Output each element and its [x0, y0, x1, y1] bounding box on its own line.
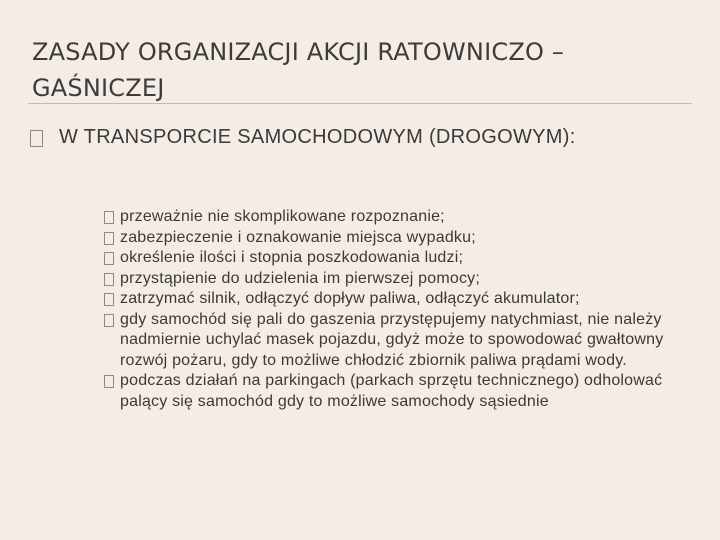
- bullet-box-icon: [30, 130, 43, 147]
- list-item: [104, 207, 704, 228]
- list-item-text: gdy samochód się pali do gaszenia przystępujemy natychmiast, nie należy nadmiernie uchylać masek pojazdu, gdyż może to spowodować gwałtowny rozwój pożaru, gdy to możliwe chłodzić zbiornik paliwa prądami wody.: [120, 310, 664, 369]
- bullet-box-icon: [104, 293, 114, 306]
- list-item-text: przystąpienie do udzielenia im pierwszej pomocy;: [120, 269, 480, 287]
- bullet-box-icon: [104, 232, 114, 245]
- list-item-text: zabezpieczenie i oznakowanie miejsca wypadku;: [120, 228, 476, 246]
- list-item: [104, 310, 704, 372]
- bullet-level1: [30, 124, 670, 150]
- bullet-box-icon: [104, 252, 114, 265]
- list-item: [104, 289, 704, 310]
- bullet-list-level2: [104, 207, 704, 412]
- title-divider: [28, 103, 692, 104]
- list-item: [104, 228, 704, 249]
- bullet-box-icon: [104, 273, 114, 286]
- bullet-box-icon: [104, 314, 114, 327]
- bullet-box-icon: [104, 375, 114, 388]
- bullet-box-icon: [104, 211, 114, 224]
- list-item: [104, 269, 704, 290]
- list-item-text: podczas działań na parkingach (parkach sprzętu technicznego) odholować palący się samochód gdy to możliwe samochody sąsiednie: [120, 372, 663, 410]
- bullet-level1-text: W TRANSPORCIE SAMOCHODOWYM (DROGOWYM):: [59, 126, 576, 148]
- list-item-text: zatrzymać silnik, odłączyć dopływ paliwa, odłączyć akumulator;: [120, 290, 580, 307]
- bullet-level1-row: [30, 124, 670, 150]
- list-item-text: określenie ilości i stopnia poszkodowania ludzi;: [120, 249, 464, 266]
- list-item-text: przeważnie nie skomplikowane rozpoznanie;: [120, 208, 445, 225]
- list-item: [104, 248, 704, 269]
- slide-title: ZASADY ORGANIZACJI AKCJI RATOWNICZO – GAŚNICZEJ: [32, 38, 565, 102]
- list-item: [104, 371, 704, 412]
